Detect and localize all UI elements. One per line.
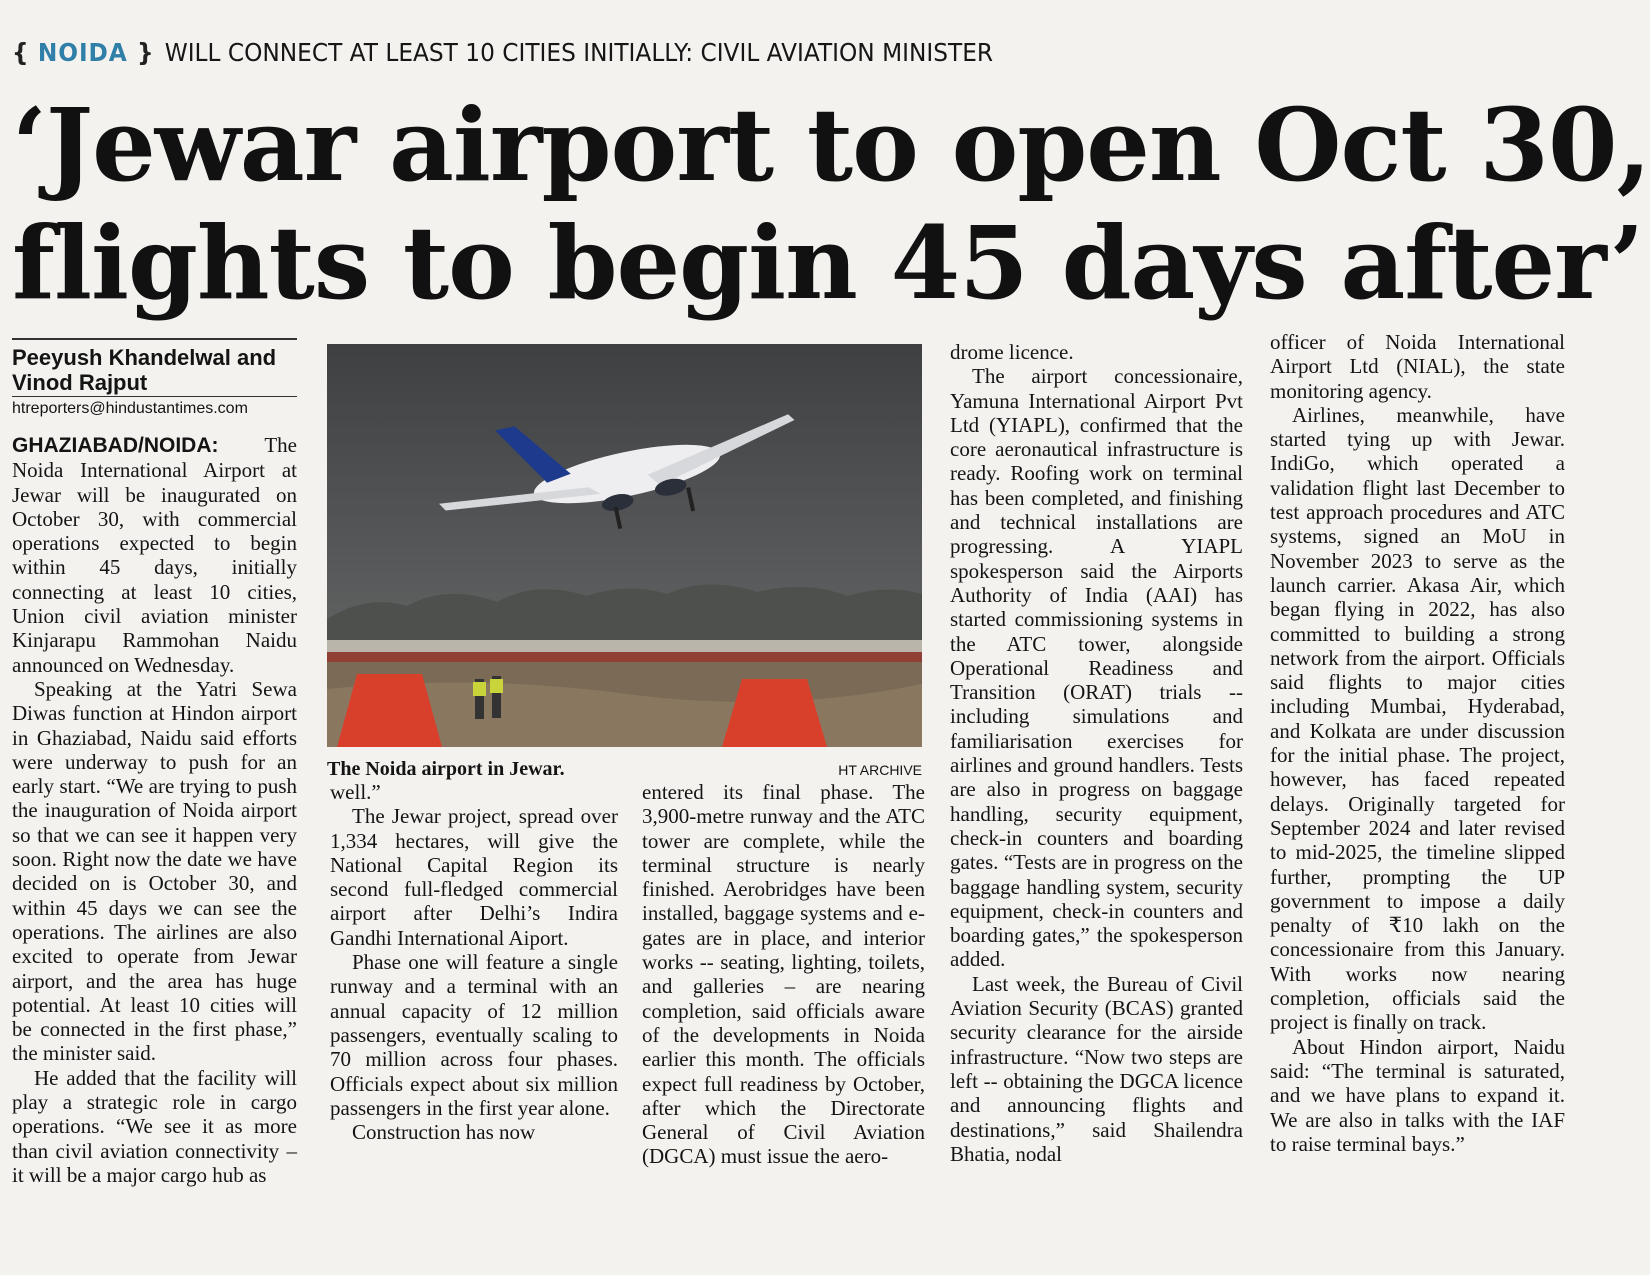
- airplane-takeoff-photo: [327, 344, 922, 747]
- article-column-3: [642, 780, 925, 1169]
- headline-line-1: ‘Jewar airport to open Oct 30,: [12, 86, 1650, 204]
- paragraph: Last week, the Bureau of Civil Aviation Security (BCAS) granted security clearance for the airside infrastructure. “Now two steps are left -- obtaining the DGCA licence and announcing flights and destinations,” said Shailendra Bhatia, nodal: [950, 971, 1243, 1166]
- byline-divider: [12, 396, 297, 397]
- paragraph: [12, 433, 297, 677]
- paragraph: He added that the facility will play a strategic role in cargo operations. “We see it as more than civil aviation connectivity – it will be a major cargo hub as: [12, 1065, 297, 1187]
- photo-caption: [327, 758, 922, 781]
- article-column-5: [1270, 330, 1565, 1156]
- paragraph: Airlines, meanwhile, have started tying up with Jewar. IndiGo, which operated a validation flight last December to test approach procedures and ATC systems, signed an MoU in November 2023 to serve as the launch carrier. Akasa Air, which began flying in 2022, has also committed to building a strong network from the airport. Officials said flights to major cities including Mumbai, Hyderabad, and Kolkata are under discussion for the initial phase. The project, however, has faced repeated delays. Originally targeted for September 2024 and later revised to mid-2025, the timeline slipped further, prompting the UP government to impose a daily penalty of ₹10 lakh on the concessionaire from this January. With works now nearing completion, officials said the project is finally on track.: [1270, 402, 1565, 1035]
- byline-top-rule: [12, 338, 297, 340]
- byline-email: htreporters@hindustantimes.com: [12, 400, 248, 417]
- paragraph: The Jewar project, spread over 1,334 hectares, will give the National Capital Region its second full-fledged commercial airport after Delhi’s Indira Gandhi International Aiport.: [330, 804, 618, 950]
- byline-authors: Peeyush Khandelwal and Vinod Rajput: [12, 345, 277, 395]
- article-column-1: [12, 433, 297, 1187]
- brace-close: }: [136, 37, 154, 67]
- paragraph: Phase one will feature a single runway and a terminal with an annual capacity of 12 million passengers, eventually scaling to 70 million across four phases. Officials expect about six million passengers in the first year alone.: [330, 950, 618, 1120]
- paragraph: About Hindon airport, Naidu said: “The terminal is saturated, and we have plans to expand it. We are also in talks with the IAF to raise terminal bays.”: [1270, 1034, 1565, 1156]
- paragraph: entered its final phase. The 3,900-metre runway and the ATC tower are complete, while the terminal structure is nearly finished. Aerobridges have been installed, baggage systems and e-gates are in place, and interior works -- seating, lighting, toilets, and galleries – are nearing completion, said officials aware of the developments in Noida earlier this month. The officials expect full readiness by October, after which the Directorate General of Civil Aviation (DGCA) must issue the aero-: [642, 780, 925, 1169]
- section-kicker: [12, 32, 993, 72]
- paragraph: well.”: [330, 780, 381, 804]
- article-column-2: [330, 780, 618, 1144]
- paragraph-text: The Noida International Airport at Jewar will be inaugurated on October 30, with commercial operations expected to begin within 45 days, initially connecting at least 10 cities, Union civil aviation minister Kinjarapu Rammohan Naidu announced on Wednesday.: [12, 433, 297, 677]
- paragraph: officer of Noida International Airport Ltd (NIAL), the state monitoring agency.: [1270, 330, 1565, 403]
- article-column-4: [950, 340, 1243, 1166]
- caption-text: The Noida airport in Jewar.: [327, 758, 565, 780]
- section-tag: NOIDA: [37, 37, 128, 67]
- photo-illustration: [327, 344, 922, 747]
- kicker-subhead: WILL CONNECT AT LEAST 10 CITIES INITIALLY: CIVIL AVIATION MINISTER: [164, 37, 994, 67]
- paragraph: Construction has now: [352, 1120, 536, 1145]
- headline-line-2: flights to begin 45 days after’: [12, 204, 1644, 322]
- paragraph: drome licence.: [950, 340, 1074, 364]
- photo-credit: HT ARCHIVE: [838, 762, 922, 778]
- paragraph: Speaking at the Yatri Sewa Diwas function at Hindon airport in Ghaziabad, Naidu said efforts were underway to push for an early start. “We are trying to push the inauguration of Noida airport so that we can see it happen very soon. Right now the date we have decided on is October 30, and within 45 days we can see the operations. The airlines are also excited to operate from Jewar airport, and the area has huge potential. At least 10 cities will be connected in the first phase,” the minister said.: [12, 676, 297, 1066]
- brace-open: {: [12, 37, 29, 67]
- paragraph: The airport concessionaire, Yamuna International Airport Pvt Ltd (YIAPL), confirmed that the core aeronautical infrastructure is ready. Roofing work on terminal has been completed, and finishing and technical installations are progressing. A YIAPL spokesperson said the Airports Authority of India (AAI) has started commissioning systems in the ATC tower, alongside Operational Readiness and Transition (ORAT) trials -- including simulations and familiarisation exercises for airlines and ground handlers. Tests are also in progress on baggage handling, security equipment, check-in counters and boarding gates. “Tests are in progress on the baggage handling system, security equipment, check-in counters and boarding gates,” the spokesperson added.: [950, 364, 1243, 972]
- headline: [12, 86, 1650, 322]
- dateline: GHAZIABAD/NOIDA:: [12, 434, 219, 457]
